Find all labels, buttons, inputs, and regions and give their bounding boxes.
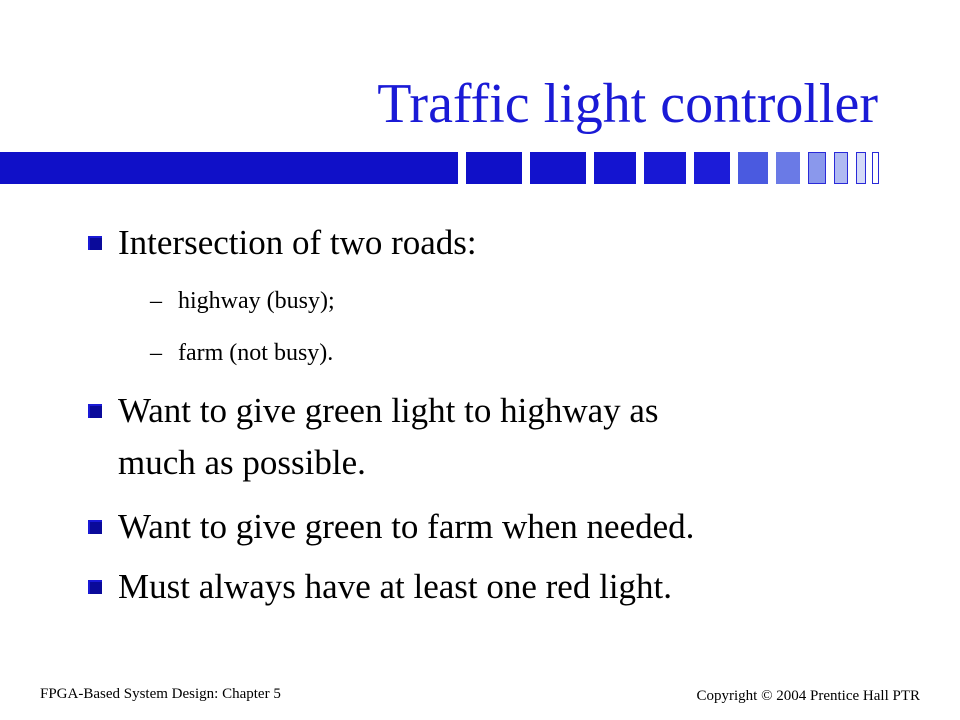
bullet-text-line2: much as possible.: [118, 443, 366, 482]
footer-chapter: FPGA-Based System Design: Chapter 5: [40, 686, 281, 702]
sub-bullet-text: highway (busy);: [178, 288, 335, 314]
bullet-square-icon: [88, 236, 102, 250]
footer-copyright: [697, 686, 920, 706]
sub-bullet-dash: –: [150, 340, 162, 366]
sub-bullet-text: farm (not busy).: [178, 340, 334, 366]
copyright-suffix: 2004 Prentice Hall PTR: [776, 688, 920, 704]
bullet-square-icon: [88, 520, 102, 534]
copyright-prefix: Copyright: [696, 688, 758, 704]
bullet-text: Intersection of two roads:: [118, 223, 477, 262]
sub-bullet-dash: –: [150, 288, 162, 314]
copyright-symbol: ©: [761, 688, 773, 704]
bullet-text: Must always have at least one red light.: [118, 567, 673, 606]
bullet-square-icon: [88, 580, 102, 594]
bullet-text: Want to give green to farm when needed.: [118, 507, 695, 546]
slide-title: Traffic light controller: [377, 73, 878, 135]
bullet-text-line1: Want to give green light to highway as: [118, 391, 659, 430]
bullet-square-icon: [88, 404, 102, 418]
